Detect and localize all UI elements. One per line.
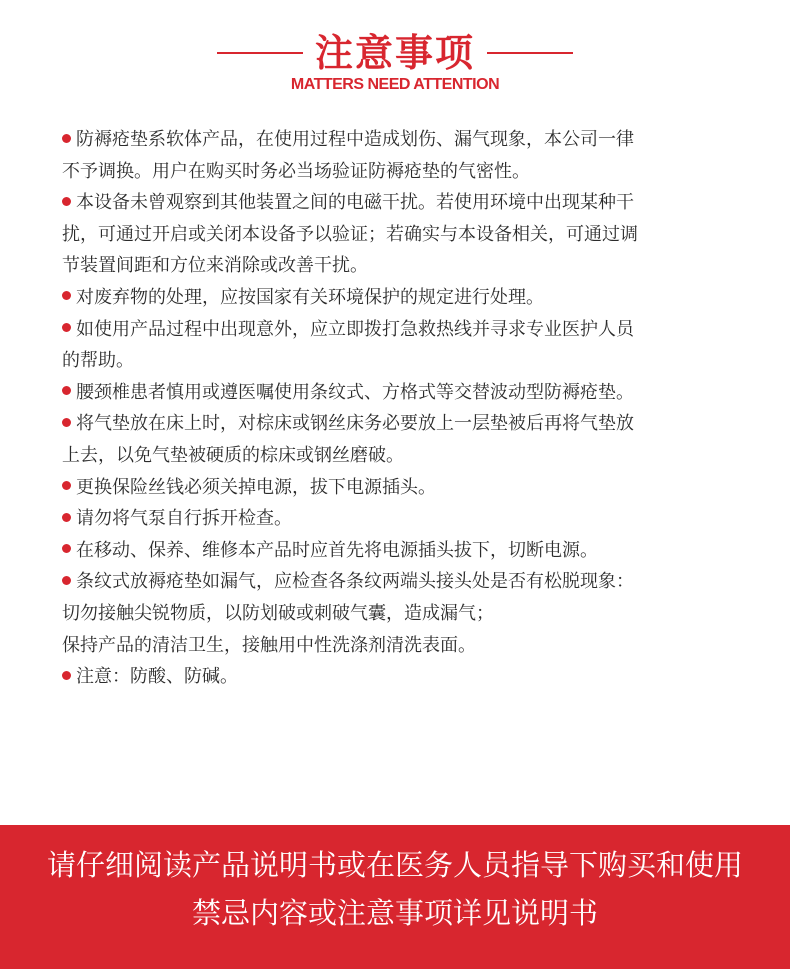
notice-text: 对废弃物的处理，应按国家有关环境保护的规定进行处理。 — [76, 286, 544, 308]
notice-text: 如使用产品过程中出现意外，应立即拨打急救热线并寻求专业医护人员 — [76, 318, 634, 340]
notice-text: 保持产品的清洁卫生，接触用中性洗涤剂清洗表面。 — [62, 634, 476, 656]
notice-text: 切勿接触尖锐物质，以防划破或刺破气囊，造成漏气； — [62, 602, 494, 624]
bullet-dot-icon — [62, 197, 71, 206]
notice-text: 本设备未曾观察到其他装置之间的电磁干扰。若使用环境中出现某种干 — [76, 192, 634, 214]
footer-banner — [0, 825, 790, 969]
notice-text: 上去，以免气垫被硬质的棕床或钢丝磨破。 — [62, 444, 404, 466]
notice-line — [62, 250, 742, 282]
notice-text: 更换保险丝钱必须关掉电源，拔下电源插头。 — [76, 476, 436, 498]
bullet-dot-icon — [62, 134, 71, 143]
bullet-dot-icon — [62, 481, 71, 490]
bullet-dot-icon — [62, 544, 71, 553]
notice-text: 条纹式放褥疮垫如漏气，应检查各条纹两端头接头处是否有松脱现象： — [76, 571, 634, 593]
notice-text: 的帮助。 — [62, 350, 134, 372]
notice-line — [62, 377, 742, 409]
notice-text: 将气垫放在床上时，对棕床或钢丝床务必要放上一层垫被后再将气垫放 — [76, 413, 634, 435]
notice-text: 防褥疮垫系软体产品，在使用过程中造成划伤、漏气现象，本公司一律 — [76, 129, 634, 150]
notice-line — [62, 345, 742, 377]
bullet-dot-icon — [62, 386, 71, 395]
notice-line — [62, 282, 742, 314]
notice-line — [62, 661, 742, 693]
notice-line — [62, 314, 742, 346]
notice-line — [62, 472, 742, 504]
page-title: 注意事项 — [314, 31, 475, 75]
bullet-dot-icon — [62, 513, 71, 522]
notice-list — [62, 124, 742, 693]
bullet-dot-icon — [62, 671, 71, 680]
footer-line-2: 禁忌内容或注意事项详见说明书 — [191, 896, 598, 930]
notice-line — [62, 440, 742, 472]
footer-line-1: 请仔细阅读产品说明书或在医务人员指导下购买和使用 — [46, 848, 743, 882]
page-header — [0, 0, 790, 110]
notice-line — [62, 124, 742, 156]
title-right-rule — [487, 52, 573, 54]
title-row — [0, 28, 790, 78]
title-left-rule — [217, 52, 303, 54]
notice-text: 在移动、保养、维修本产品时应首先将电源插头拔下，切断电源。 — [76, 539, 598, 561]
notice-line — [62, 219, 742, 251]
notice-text: 扰，可通过开启或关闭本设备予以验证；若确实与本设备相关，可通过调 — [62, 223, 638, 245]
notice-line — [62, 408, 742, 440]
notice-line — [62, 566, 742, 598]
bullet-dot-icon — [62, 576, 71, 585]
notice-line — [62, 503, 742, 535]
notice-line — [62, 156, 742, 188]
notice-line — [62, 598, 742, 630]
page-subtitle: MATTERS NEED ATTENTION — [290, 76, 500, 93]
notice-text: 注意：防酸、防碱。 — [76, 666, 238, 688]
notice-text: 腰颈椎患者慎用或遵医嘱使用条纹式、方格式等交替波动型防褥疮垫。 — [76, 381, 634, 403]
bullet-dot-icon — [62, 418, 71, 427]
bullet-dot-icon — [62, 291, 71, 300]
notice-text: 不予调换。用户在购买时务必当场验证防褥疮垫的气密性。 — [62, 160, 530, 182]
notice-text: 请勿将气泵自行拆开检查。 — [76, 508, 292, 530]
notice-line — [62, 630, 742, 662]
notice-line — [62, 535, 742, 567]
notice-line — [62, 187, 742, 219]
notice-text: 节装置间距和方位来消除或改善干扰。 — [62, 255, 368, 277]
bullet-dot-icon — [62, 323, 71, 332]
